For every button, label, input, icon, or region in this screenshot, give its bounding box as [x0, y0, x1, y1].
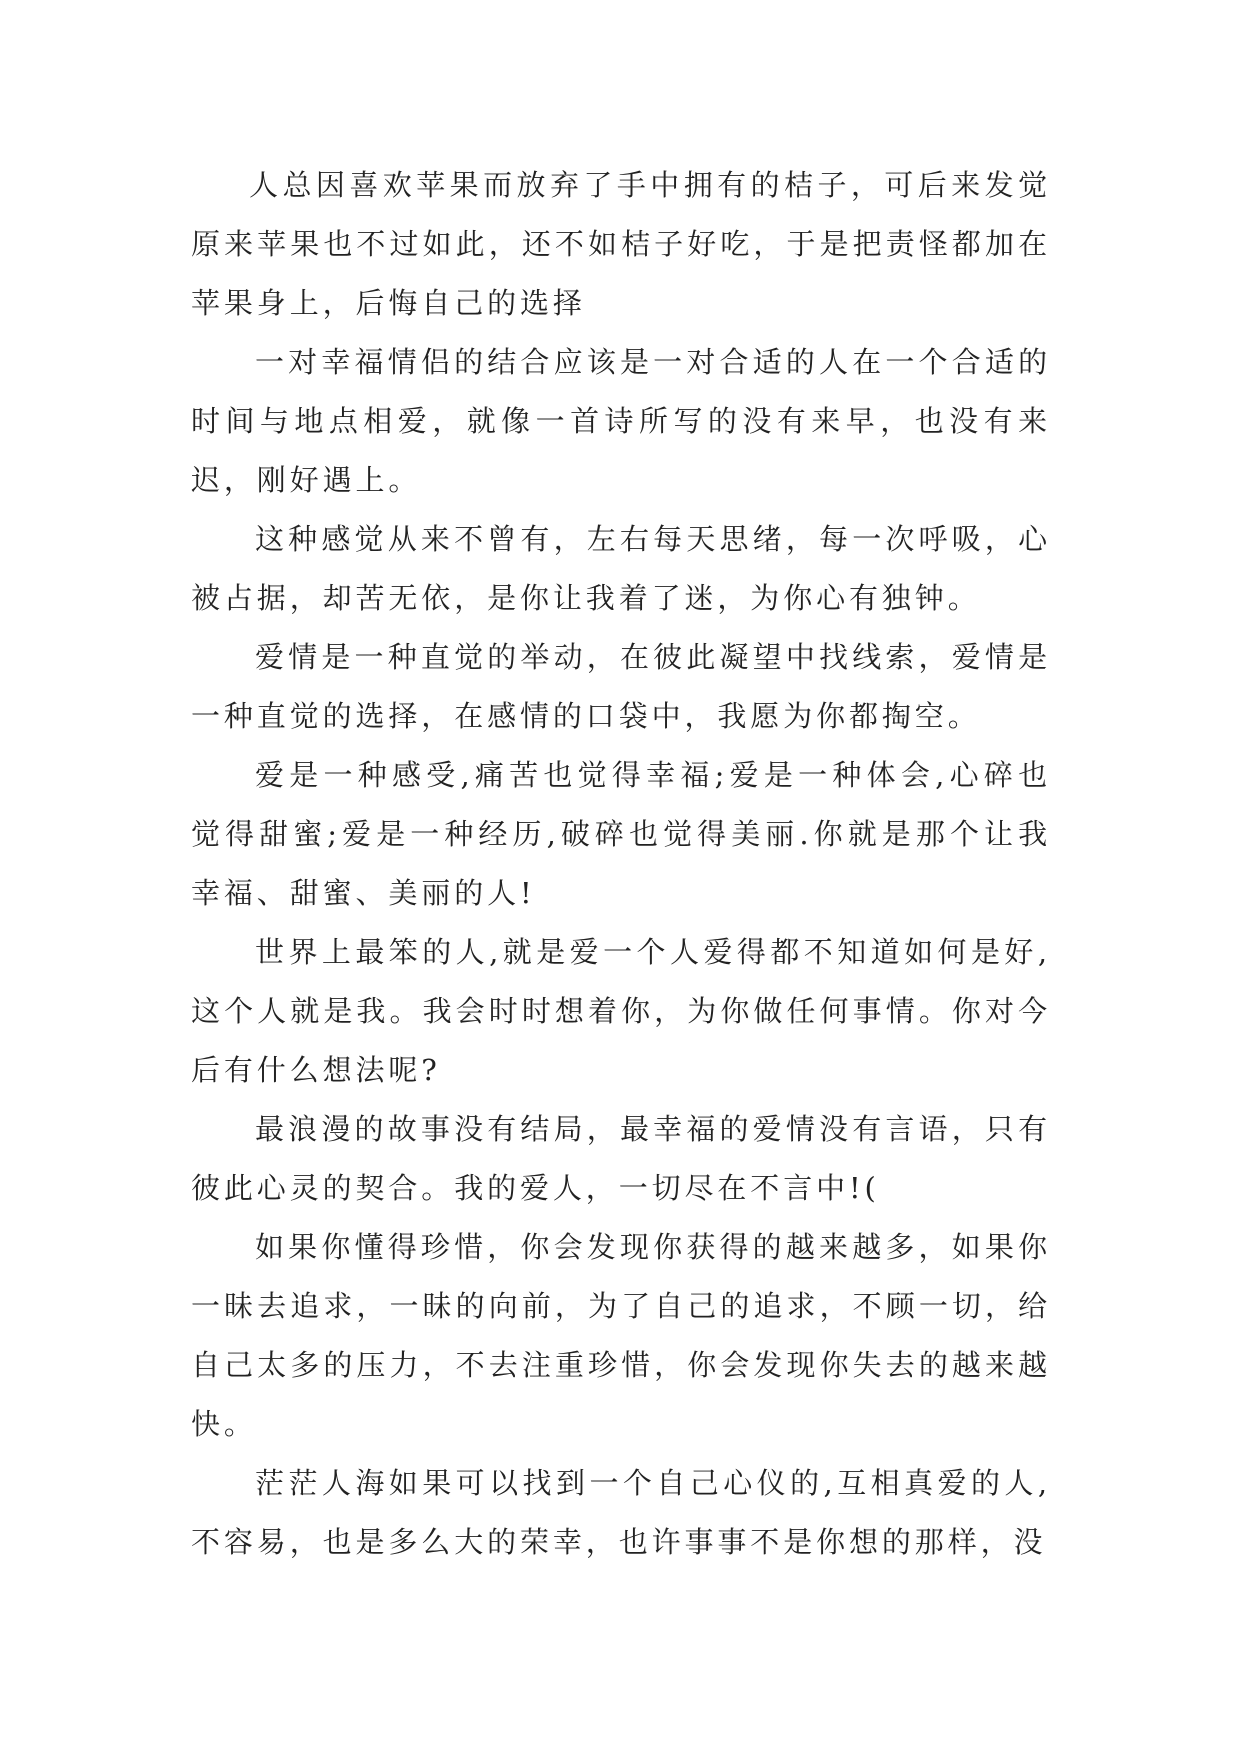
paragraph-6: 世界上最笨的人,就是爱一个人爱得都不知道如何是好,这个人就是我。我会时时想着你，为你做任何事情。你对今后有什么想法呢? [191, 935, 1051, 1087]
document-body [191, 156, 1051, 1572]
paragraph-7: 最浪漫的故事没有结局，最幸福的爱情没有言语，只有彼此心灵的契合。我的爱人，一切尽在不言中!( [191, 1112, 1051, 1205]
paragraph-2: 一对幸福情侣的结合应该是一对合适的人在一个合适的时间与地点相爱，就像一首诗所写的没有来早，也没有来迟，刚好遇上。 [191, 345, 1051, 497]
paragraph-5: 爱是一种感受,痛苦也觉得幸福;爱是一种体会,心碎也觉得甜蜜;爱是一种经历,破碎也觉得美丽.你就是那个让我幸福、甜蜜、美丽的人! [191, 758, 1051, 910]
paragraph-9: 茫茫人海如果可以找到一个自己心仪的,互相真爱的人,不容易，也是多么大的荣幸，也许事事不是你想的那样，没 [191, 1466, 1051, 1559]
paragraph-8: 如果你懂得珍惜，你会发现你获得的越来越多，如果你一昧去追求，一昧的向前，为了自己的追求，不顾一切，给自己太多的压力，不去注重珍惜，你会发现你失去的越来越快。 [191, 1230, 1051, 1441]
paragraph-1: 人总因喜欢苹果而放弃了手中拥有的桔子，可后来发觉原来苹果也不过如此，还不如桔子好吃，于是把责怪都加在苹果身上，后悔自己的选择 [191, 168, 1051, 320]
paragraph-3: 这种感觉从来不曾有，左右每天思绪，每一次呼吸，心被占据，却苦无依，是你让我着了迷，为你心有独钟。 [191, 522, 1051, 615]
paragraph-4: 爱情是一种直觉的举动，在彼此凝望中找线索，爱情是一种直觉的选择，在感情的口袋中，我愿为你都掏空。 [191, 640, 1051, 733]
